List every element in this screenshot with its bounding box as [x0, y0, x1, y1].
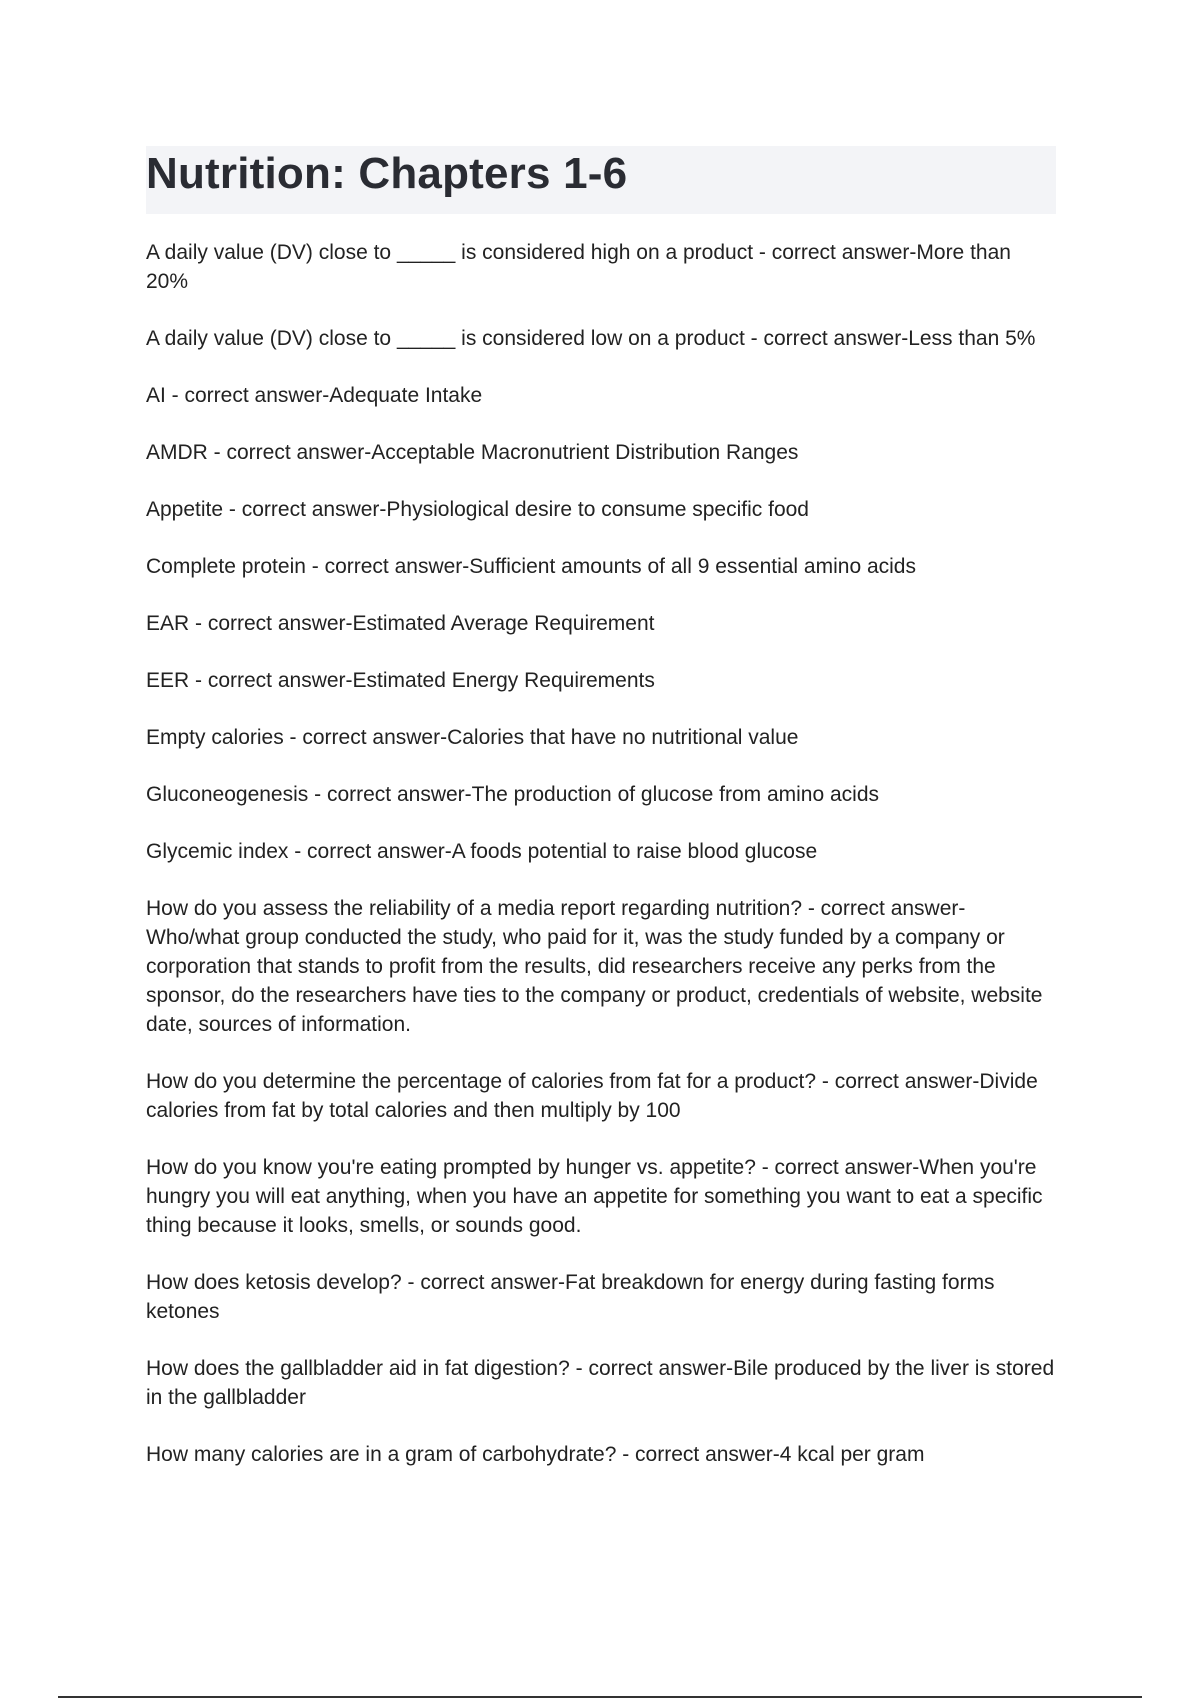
qa-list [146, 238, 1056, 1497]
qa-item: AI - correct answer-Adequate Intake [146, 384, 483, 407]
qa-item: AMDR - correct answer-Acceptable Macronutrient Distribution Ranges [146, 441, 799, 464]
qa-item: Glycemic index - correct answer-A foods potential to raise blood glucose [146, 840, 818, 863]
qa-item: Gluconeogenesis - correct answer-The production of glucose from amino acids [146, 783, 880, 806]
qa-item: Complete protein - correct answer-Sufficient amounts of all 9 essential amino acids [146, 555, 916, 578]
qa-item: How does ketosis develop? - correct answer-Fat breakdown for energy during fasting forms ketones [146, 1271, 995, 1323]
qa-item: EAR - correct answer-Estimated Average Requirement [146, 612, 655, 635]
qa-item: A daily value (DV) close to _____ is considered high on a product - correct answer-More than 20% [146, 241, 1011, 293]
qa-item: How do you assess the reliability of a media report regarding nutrition? - correct answer-Who/what group conducted the study, who paid for it, was the study funded by a company or corporation that stands to profit from the results, did researchers receive any perks from the sponsor, do the researchers have ties to the company or product, credentials of website, website date, sources of information. [146, 897, 1043, 1036]
footer-divider [58, 1696, 1142, 1698]
page-title: Nutrition: Chapters 1-6 [146, 149, 628, 198]
qa-item: How does the gallbladder aid in fat digestion? - correct answer-Bile produced by the liver is stored in the gallbladder [146, 1357, 1055, 1409]
qa-item: EER - correct answer-Estimated Energy Requirements [146, 669, 655, 692]
qa-item: How many calories are in a gram of carbohydrate? - correct answer-4 kcal per gram [146, 1443, 925, 1466]
qa-item: Empty calories - correct answer-Calories that have no nutritional value [146, 726, 799, 749]
qa-item: How do you determine the percentage of calories from fat for a product? - correct answer-Divide calories from fat by total calories and then multiply by 100 [146, 1070, 1038, 1122]
qa-item: Appetite - correct answer-Physiological desire to consume specific food [146, 498, 809, 521]
qa-item: How do you know you're eating prompted by hunger vs. appetite? - correct answer-When you're hungry you will eat anything, when you have an appetite for something you want to eat a specific thing because it looks, smells, or sounds good. [146, 1156, 1043, 1237]
qa-item: A daily value (DV) close to _____ is considered low on a product - correct answer-Less than 5% [146, 327, 1036, 350]
